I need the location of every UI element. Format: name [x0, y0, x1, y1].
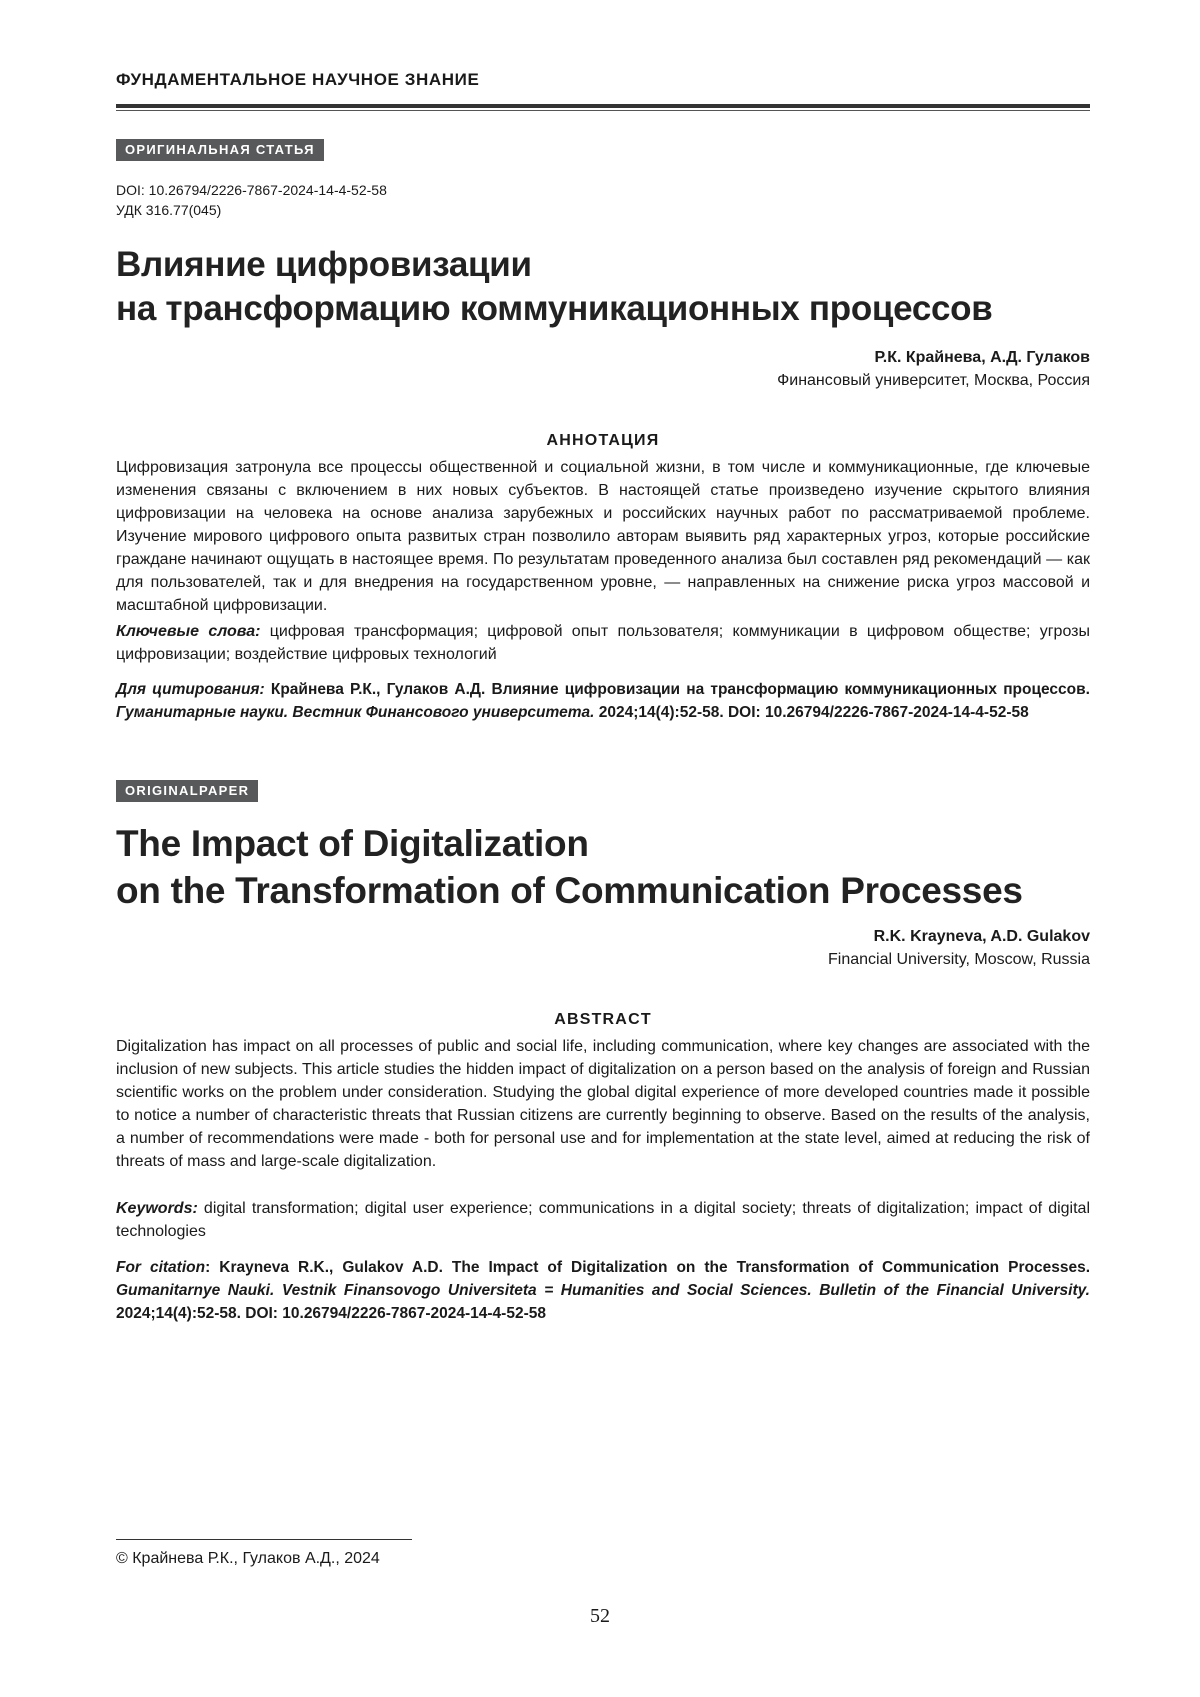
- copyright-notice: © Крайнева Р.К., Гулаков А.Д., 2024: [116, 1550, 380, 1567]
- running-head: ФУНДАМЕНТАЛЬНОЕ НАУЧНОЕ ЗНАНИЕ: [116, 70, 480, 89]
- abstract-heading-en: ABSTRACT: [554, 1011, 652, 1028]
- citation-authors-title: Krayneva R.K., Gulakov A.D. The Impact of Digitalization on the Transformation of Communication Processes.: [219, 1259, 1091, 1276]
- page-number: 52: [590, 1605, 610, 1627]
- article-title-ru: [116, 243, 1096, 331]
- header-rule-thin: [116, 110, 1090, 111]
- keywords-text: digital transformation; digital user experience; communications in a digital society; threats of digitalization; impact of digital technologies: [116, 1200, 1090, 1240]
- affiliation-ru: Финансовый университет, Москва, Россия: [777, 372, 1090, 389]
- title-line: Влияние цифровизации: [116, 245, 532, 284]
- citation-authors-title: Крайнева Р.К., Гулаков А.Д. Влияние цифровизации на трансформацию коммуникационных процессов.: [270, 681, 1090, 698]
- citation-tail: 2024;14(4):52-58. DOI: 10.26794/2226-7867-2024-14-4-52-58: [116, 1305, 546, 1322]
- title-line: на трансформацию коммуникационных процессов: [116, 289, 993, 328]
- citation-journal: Gumanitarnye Nauki. Vestnik Finansovogo Universiteta = Humanities and Social Sciences. Bulletin of the Financial University.: [116, 1282, 1090, 1299]
- doi: DOI: 10.26794/2226-7867-2024-14-4-52-58: [116, 182, 387, 198]
- keywords-en: [116, 1197, 1090, 1243]
- affiliation-en: Financial University, Moscow, Russia: [827, 951, 1090, 968]
- udk: УДК 316.77(045): [116, 202, 222, 218]
- keywords-ru: [116, 620, 1090, 666]
- title-line: The Impact of Digitalization: [116, 823, 589, 864]
- citation-label: For citation: [116, 1259, 206, 1276]
- header-rule-thick: [116, 104, 1090, 108]
- citation-label: Для цитирования:: [116, 681, 265, 698]
- article-type-tag-ru: ОРИГИНАЛЬНАЯ СТАТЬЯ: [116, 139, 324, 161]
- citation-en: [116, 1256, 1090, 1325]
- citation-ru: [116, 678, 1090, 724]
- article-title-en: [116, 820, 1096, 914]
- footnote-rule: [116, 1539, 412, 1540]
- keywords-label: Keywords:: [116, 1200, 198, 1217]
- citation-tail: 2024;14(4):52-58. DOI: 10.26794/2226-7867-2024-14-4-52-58: [598, 704, 1029, 721]
- keywords-text: цифровая трансформация; цифровой опыт пользователя; коммуникации в цифровом обществе; угрозы цифровизации; воздействие цифровых технологий: [116, 623, 1091, 663]
- article-type-tag-en: ORIGINALPAPER: [116, 780, 258, 802]
- citation-journal: Гуманитарные науки. Вестник Финансового университета.: [116, 704, 595, 721]
- authors-en: R.K. Krayneva, A.D. Gulakov: [873, 928, 1090, 945]
- abstract-text-en: Digitalization has impact on all processes of public and social life, including communication, where key changes are associated with the inclusion of new subjects. This article studies the hidden impact of digitalization on a person based on the analysis of foreign and Russian scientific works on the problem under consideration. Studying the global digital experience of more developed countries made it possible to notice a number of characteristic threats that Russian citizens are currently beginning to observe. Based on the results of the analysis, a number of recommendations were made - both for personal use and for implementation at the state level, aimed at reducing the risk of threats of mass and large-scale digitalization.: [116, 1038, 1090, 1170]
- keywords-label: Ключевые слова:: [116, 623, 261, 640]
- title-line: on the Transformation of Communication Processes: [116, 870, 1023, 911]
- citation-colon: :: [205, 1259, 211, 1276]
- abstract-heading-ru: АННОТАЦИЯ: [546, 432, 660, 449]
- authors-ru: Р.К. Крайнева, А.Д. Гулаков: [874, 349, 1090, 366]
- abstract-text-ru: Цифровизация затронула все процессы общественной и социальной жизни, в том числе и коммуникационные, где ключевые изменения связаны с включением в них новых субъектов. В настоящей статье произведено изучение скрытого влияния цифровизации на человека на основе анализа зарубежных и российских научных работ по рассматриваемой проблеме. Изучение мирового цифрового опыта развитых стран позволило авторам выявить ряд характерных угроз, которые российские граждане начинают ощущать в настоящее время. По результатам проведенного анализа был составлен ряд рекомендаций — как для пользователей, так и для внедрения на государственном уровне, — направленных на снижение риска угроз массовой и масштабной цифровизации.: [116, 459, 1090, 614]
